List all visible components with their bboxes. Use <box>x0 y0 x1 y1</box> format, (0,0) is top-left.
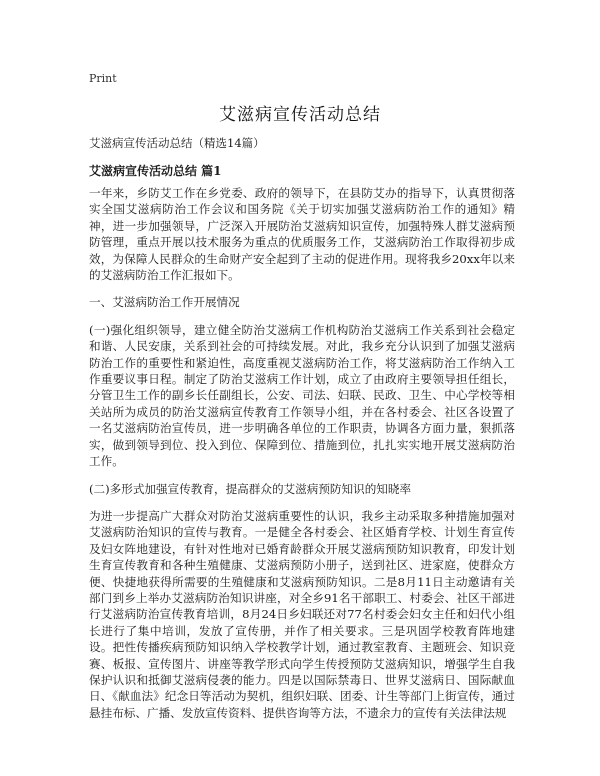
document-title: 艾滋病宣传活动总结 <box>219 105 381 125</box>
paragraph-heading-2: (二)多形式加强宣传教育，提高群众的艾滋病预防知识的知晓率 <box>89 481 412 496</box>
paragraph-organization: (一)强化组织领导，建立健全防治艾滋病工作机构防治艾滋病工作关系到社会稳定和谐、人民安康，关系到社会的可持续发展。对此，我乡充分认识到了加强艾滋病防治工作的重要性和紧迫性，高度重视艾滋病防治工作，将艾滋病防治工作纳入工作重要议事日程。制定了防治艾滋病工作计划，成立了由政府主要领导担任组长，分管卫生工作的副乡长任副组长，公安、司法、妇联、民政、卫生、中心学校等相关站所为成员的防治艾滋病宣传教育工作领导小组，并在各村委会、社区各设置了一名艾滋病防治宣传员，进一步明确各单位的工作职责，协调各方面力量，狠抓落实，做到领导到位、投入到位、保障到位、措施到位，扎扎实实地开展艾滋病防治工作。 <box>89 322 515 469</box>
print-label[interactable]: Print <box>89 72 117 85</box>
section-heading: 艾滋病宣传活动总结 篇1 <box>89 164 222 178</box>
document-subtitle: 艾滋病宣传活动总结（精选14篇） <box>89 136 265 150</box>
document-body <box>89 185 515 732</box>
paragraph-intro: 一年来，乡防艾工作在乡党委、政府的领导下，在县防艾办的指导下，认真贯彻落实全国艾滋病防治工作会议和国务院《关于切实加强艾滋病防治工作的通知》精神，进一步加强领导，广泛深入开展防治艾滋病知识宣传，加强特殊人群艾滋病预防管理，重点开展以技术服务为重点的优质服务工作，艾滋病防治工作取得初步成效，为保障人民群众的生命财产安全起到了主动的促进作用。现将我乡20xx年以来的艾滋病防治工作汇报如下。 <box>89 186 515 283</box>
paragraph-education: 为进一步提高广大群众对防治艾滋病重要性的认识，我乡主动采取多种措施加强对艾滋病防治知识的宣传与教育。一是健全各村委会、社区婚育学校、计划生育宣传及妇女阵地建设，有针对性地对已婚育龄群众开展艾滋病预防知识教育，印发计划生育宣传教育和各种生殖健康、艾滋病预防小册子，送到社区、进家庭，使群众方便、快捷地获得所需要的生殖健康和艾滋病预防知识。二是8月11日主动邀请有关部门到乡上举办艾滋病防治知识讲座，对全乡91名干部职工、村委会、社区干部进行艾滋病防治宣传教育培训，8月24日乡妇联还对77名村委会妇女主任和妇代小组长进行了集中培训，发放了宣传册，并作了相关要求。三是巩固学校教育阵地建设。把性传播疾病预防知识纳入学校教学计划，通过教室教育、主题班会、知识竞赛、板报、宣传图片、讲座等教学形式向学生传授预防艾滋病知识，增强学生自我保护认识和抵御艾滋病侵袭的能力。四是以国际禁毒日、世界艾滋病日、国际献血日、《献血法》纪念日等活动为契机，组织妇联、团委、计生等部门上街宣传，通过悬挂布标、广播、发放宣传资料、提供咨询等方法，不遗余力的宣传有关法律法规 <box>89 508 515 720</box>
paragraph-heading-1: 一、艾滋病防治工作开展情况 <box>89 295 240 310</box>
